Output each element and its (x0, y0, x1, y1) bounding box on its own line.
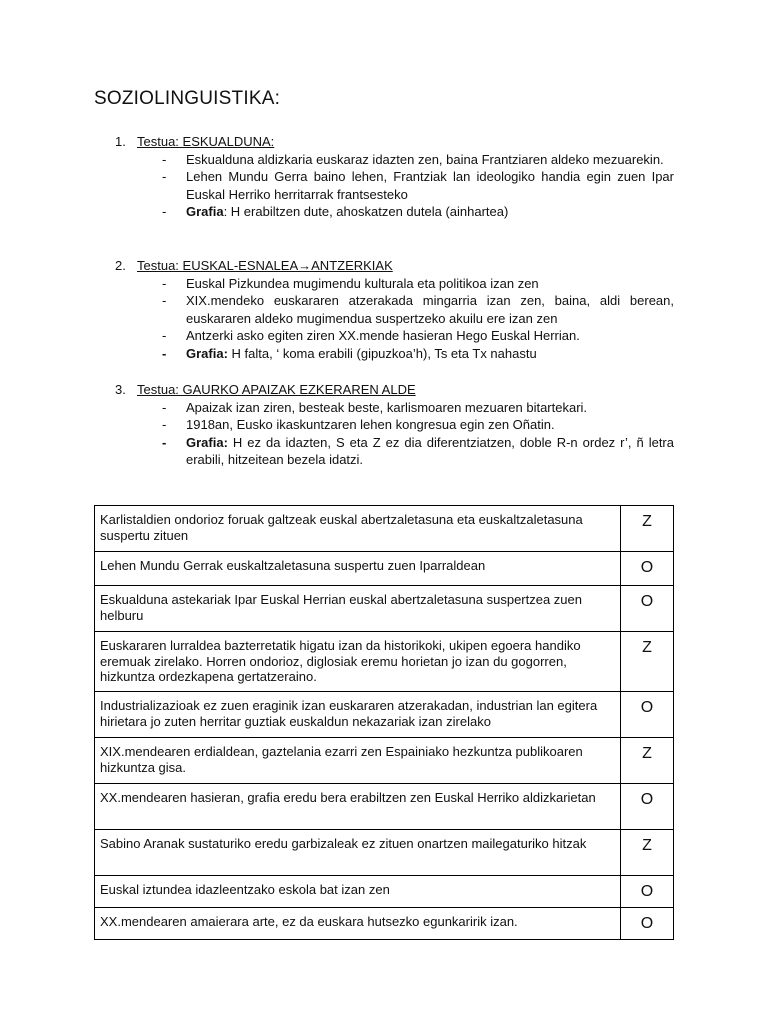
table-row (95, 552, 674, 586)
statement-cell: Sabino Aranak sustaturiko eredu garbizaleak ez zituen onartzen mailegaturiko hitzak (95, 830, 621, 876)
dash-marker: - (162, 345, 167, 361)
dash-marker: - (162, 399, 167, 415)
answer-cell: O (621, 876, 674, 908)
statement-cell: XIX.mendearen erdialdean, gaztelania ezarri zen Espainiako hezkuntza publikoaren hizkuntza gisa. (95, 738, 621, 784)
answer-cell: Z (621, 632, 674, 692)
section-2 (94, 257, 674, 363)
section-number: 2. (115, 258, 126, 273)
true-false-table (94, 505, 674, 940)
table-row (95, 586, 674, 632)
table-row (95, 784, 674, 830)
statement-cell: Industrializazioak ez zuen eraginik izan euskararen atzerakadan, industrian lan egitera hirietara jo zuten herritar guztiak euskaldun nekazariak izan zirelako (95, 692, 621, 738)
dash-marker: - (162, 151, 167, 167)
section-number: 3. (115, 382, 126, 397)
section-heading (94, 257, 674, 275)
answer-cell: O (621, 784, 674, 830)
section-title: Testua: GAURKO APAIZAK EZKERAREN ALDE (137, 382, 416, 397)
section-number: 1. (115, 134, 126, 149)
bullet-list (94, 151, 674, 221)
answer-cell: O (621, 552, 674, 586)
statement-cell: Euskararen lurraldea bazterretatik higatu izan da historikoki, ukipen egoera handiko eremuak zirelako. Horren ondorioz, diglosiak eremu horietan jo izan du gogorren, hizkuntza ordezkapena gertatzeraino. (95, 632, 621, 692)
section-1 (94, 133, 674, 221)
answer-cell: Z (621, 738, 674, 784)
answer-cell: O (621, 908, 674, 940)
answer-cell: O (621, 586, 674, 632)
list-item: - Grafia: H falta, ‘ koma erabili (gipuzkoa’h), Ts eta Tx nahastu (162, 345, 537, 361)
section-title: Testua: EUSKAL-ESNALEA→ANTZERKIAK (137, 258, 393, 273)
list-item: - Eskualduna aldizkaria euskaraz idazten zen, baina Frantziaren aldeko mezuarekin. (162, 151, 664, 167)
table-row (95, 738, 674, 784)
table-row (95, 908, 674, 940)
list-item: - Grafia: H ez da idazten, S eta Z ez dia diferentziatzen, doble R-n ordez r’, ñ letra erabili, hitzeitean bezela idatzi. (162, 434, 674, 468)
table-row (95, 692, 674, 738)
table-row (95, 876, 674, 908)
dash-marker: - (162, 417, 167, 433)
statement-cell: Eskualduna astekariak Ipar Euskal Herrian euskal abertzaletasuna suspertzea zuen helburu (95, 586, 621, 632)
list-item: - Euskal Pizkundea mugimendu kulturala eta politikoa izan zen (162, 275, 539, 291)
statement-cell: Lehen Mundu Gerrak euskaltzaletasuna suspertu zuen Iparraldean (95, 552, 621, 586)
answer-cell: Z (621, 506, 674, 552)
section-title: Testua: ESKUALDUNA: (137, 134, 275, 149)
dash-marker: - (162, 293, 167, 309)
list-item: - 1918an, Eusko ikaskuntzaren lehen kongresua egin zen Oñatin. (162, 417, 555, 433)
statement-cell: XX.mendearen hasieran, grafia eredu bera erabiltzen zen Euskal Herriko aldizkarietan (95, 784, 621, 830)
list-item: - XIX.mendeko euskararen atzerakada mingarria izan zen, baina, aldi berean, euskararen aldeko mugimendua suspertzeko akuilu ere izan zen (162, 293, 674, 326)
dash-marker: - (162, 275, 167, 291)
dash-marker: - (162, 434, 167, 450)
page-title: SOZIOLINGUISTIKA: (94, 88, 281, 109)
bullet-list (94, 275, 674, 363)
statement-cell: Euskal iztundea idazleentzako eskola bat izan zen (95, 876, 621, 908)
statement-cell: Karlistaldien ondorioz foruak galtzeak euskal abertzaletasuna eta euskaltzaletasuna suspertu zituen (95, 506, 621, 552)
dash-marker: - (162, 204, 167, 220)
section-3 (94, 381, 674, 469)
table-row (95, 506, 674, 552)
answer-cell: O (621, 692, 674, 738)
section-heading (94, 381, 674, 399)
list-item: - Apaizak izan ziren, besteak beste, karlismoaren mezuaren bitartekari. (162, 399, 588, 415)
list-item: - Antzerki asko egiten ziren XX.mende hasieran Hego Euskal Herrian. (162, 328, 580, 344)
dash-marker: - (162, 328, 167, 344)
list-item: - Lehen Mundu Gerra baino lehen, Frantziak lan ideologiko handia egin zuen Ipar Euskal Herriko herritarrak frantsesteko (162, 169, 674, 202)
statement-cell: XX.mendearen amaierara arte, ez da euskara hutsezko egunkaririk izan. (95, 908, 621, 940)
bullet-list (94, 399, 674, 469)
answer-cell: Z (621, 830, 674, 876)
table-row (95, 632, 674, 692)
section-heading (94, 133, 674, 151)
table-row (95, 830, 674, 876)
list-item: - Grafia: H erabiltzen dute, ahoskatzen dutela (ainhartea) (162, 204, 509, 220)
dash-marker: - (162, 169, 167, 185)
